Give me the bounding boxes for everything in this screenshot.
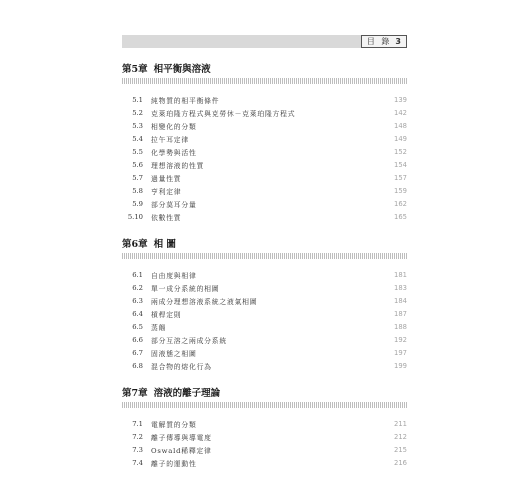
- chapter-divider: [122, 402, 407, 408]
- toc-header-label: 目 錄: [366, 37, 392, 46]
- toc-entry[interactable]: [122, 158, 407, 171]
- section-number: 6.3: [132, 296, 143, 305]
- section-page: 187: [394, 309, 407, 318]
- section-number: 6.8: [132, 361, 143, 370]
- section-title: 理想溶液的性質: [151, 161, 205, 170]
- chapter-label: 第5章: [122, 64, 148, 75]
- section-page: 165: [394, 212, 407, 221]
- toc-entry[interactable]: [122, 145, 407, 158]
- chapter-heading: [122, 63, 407, 76]
- section-title: 槓桿定則: [151, 310, 182, 319]
- toc-entry[interactable]: [122, 210, 407, 223]
- section-number: 6.6: [132, 335, 143, 344]
- toc-entry[interactable]: [122, 307, 407, 320]
- toc-entry[interactable]: [122, 106, 407, 119]
- section-page: 188: [394, 322, 407, 331]
- section-page: 199: [394, 361, 407, 370]
- section-page: 142: [394, 108, 407, 117]
- chapter-divider: [122, 253, 407, 259]
- toc-entry[interactable]: [122, 359, 407, 372]
- toc-entry[interactable]: [122, 346, 407, 359]
- toc-header-box: [361, 35, 407, 48]
- section-page: 212: [394, 432, 407, 441]
- section-page: 181: [394, 270, 407, 279]
- chapter-title: 溶液的離子理論: [153, 388, 221, 399]
- toc-entry[interactable]: [122, 93, 407, 106]
- section-title: 離子傳導與導電度: [151, 433, 212, 442]
- section-title: 依數性質: [151, 213, 182, 222]
- chapter-heading: [122, 238, 407, 251]
- section-number: 5.8: [132, 186, 143, 195]
- section-page: 159: [394, 186, 407, 195]
- section-number: 7.2: [132, 432, 143, 441]
- toc-entry[interactable]: [122, 281, 407, 294]
- toc-entry[interactable]: [122, 456, 407, 469]
- section-page: 162: [394, 199, 407, 208]
- section-number: 6.4: [132, 309, 143, 318]
- section-list: [122, 417, 407, 469]
- section-page: 215: [394, 445, 407, 454]
- section-title: 純物質的相平衡條件: [151, 96, 220, 105]
- section-title: 亨利定律: [151, 187, 182, 196]
- section-page: 197: [394, 348, 407, 357]
- section-title: 固液態之相圖: [151, 349, 197, 358]
- section-page: 184: [394, 296, 407, 305]
- section-title: 離子的運動性: [151, 459, 197, 468]
- toc-entry[interactable]: [122, 132, 407, 145]
- page-number: 3: [395, 37, 401, 46]
- section-page: 148: [394, 121, 407, 130]
- section-title: 部分互溶之兩成分系統: [151, 336, 227, 345]
- section-title: 電解質的分類: [151, 420, 197, 429]
- section-title: 混合物的熔化行為: [151, 362, 212, 371]
- section-title: 蒸餾: [151, 323, 167, 332]
- section-number: 5.9: [132, 199, 143, 208]
- section-title: 拉午耳定律: [151, 135, 189, 144]
- section-number: 7.4: [132, 458, 143, 467]
- toc-entry[interactable]: [122, 197, 407, 210]
- section-number: 6.7: [132, 348, 143, 357]
- toc-entry[interactable]: [122, 294, 407, 307]
- section-title: 自由度與相律: [151, 271, 197, 280]
- section-page: 154: [394, 160, 407, 169]
- toc-entry[interactable]: [122, 417, 407, 430]
- section-page: 152: [394, 147, 407, 156]
- chapter-title: 相 圖: [153, 239, 176, 250]
- toc-entry[interactable]: [122, 333, 407, 346]
- section-number: 6.2: [132, 283, 143, 292]
- section-list: [122, 93, 407, 223]
- toc-entry[interactable]: [122, 443, 407, 456]
- toc-entry[interactable]: [122, 320, 407, 333]
- section-page: 211: [394, 419, 407, 428]
- section-title: 兩成分理想溶液系統之液氣相圖: [151, 297, 258, 306]
- chapter-6-section: [122, 238, 407, 372]
- section-number: 5.10: [127, 212, 143, 221]
- section-number: 5.4: [132, 134, 143, 143]
- section-title: 克萊珀隆方程式與克勞休－克萊珀隆方程式: [151, 109, 296, 118]
- section-number: 5.3: [132, 121, 143, 130]
- chapter-heading: [122, 387, 407, 400]
- section-title: 部分莫耳分量: [151, 200, 197, 209]
- section-page: 183: [394, 283, 407, 292]
- section-number: 5.6: [132, 160, 143, 169]
- section-number: 6.5: [132, 322, 143, 331]
- chapter-5-section: [122, 63, 407, 223]
- section-title: 相變化的分類: [151, 122, 197, 131]
- toc-entry[interactable]: [122, 268, 407, 281]
- chapter-7-section: [122, 387, 407, 469]
- section-number: 7.1: [132, 419, 143, 428]
- section-page: 139: [394, 95, 407, 104]
- section-number: 5.1: [132, 95, 143, 104]
- section-page: 149: [394, 134, 407, 143]
- chapter-label: 第7章: [122, 388, 148, 399]
- section-number: 6.1: [132, 270, 143, 279]
- section-number: 5.7: [132, 173, 143, 182]
- section-number: 5.2: [132, 108, 143, 117]
- page-header-bar: [122, 35, 407, 48]
- section-number: 5.5: [132, 147, 143, 156]
- toc-entry[interactable]: [122, 171, 407, 184]
- section-title: 單一成分系統的相圖: [151, 284, 220, 293]
- toc-entry[interactable]: [122, 430, 407, 443]
- section-list: [122, 268, 407, 372]
- section-page: 157: [394, 173, 407, 182]
- section-title: 過量性質: [151, 174, 182, 183]
- section-title: 化學勢與活性: [151, 148, 197, 157]
- section-page: 192: [394, 335, 407, 344]
- toc-entry[interactable]: [122, 184, 407, 197]
- section-title: Oswald稀釋定律: [151, 446, 212, 455]
- section-number: 7.3: [132, 445, 143, 454]
- toc-entry[interactable]: [122, 119, 407, 132]
- section-page: 216: [394, 458, 407, 467]
- chapter-label: 第6章: [122, 239, 148, 250]
- chapter-divider: [122, 78, 407, 84]
- chapter-title: 相平衡與溶液: [153, 64, 211, 75]
